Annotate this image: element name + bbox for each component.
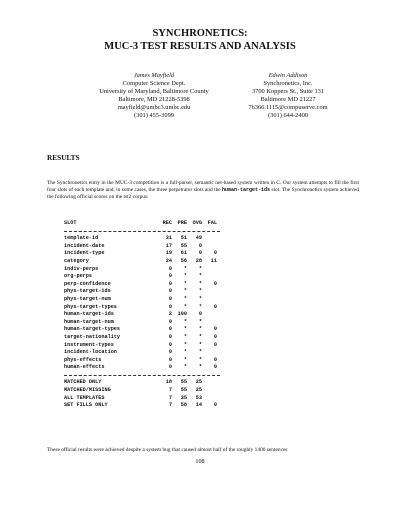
cell-rec: 0: [168, 341, 172, 348]
cell-slot: phys-target-num: [64, 295, 111, 302]
cell-slot: human-target-ids: [64, 311, 114, 318]
table-row: [64, 303, 217, 312]
table-row: [64, 235, 202, 243]
cell-ovg: 25: [195, 387, 202, 394]
cell-rec: 0: [168, 318, 172, 325]
cell-slot: ALL TEMPLATES: [64, 394, 105, 401]
table-summary: [64, 379, 217, 409]
paper-title-line-2: MUC-3 TEST RESULTS AND ANALYSIS: [104, 41, 296, 52]
cell-ovg: *: [198, 280, 202, 287]
summary-row: [64, 394, 202, 403]
author-name: Edwin Addison: [268, 72, 308, 79]
table-body: [64, 235, 217, 372]
cell-pre: *: [183, 295, 187, 302]
table-header-row: [64, 220, 217, 228]
cell-ovg: *: [198, 303, 202, 310]
summary-row: [64, 387, 202, 395]
cell-rec: 0: [168, 280, 172, 287]
cell-pre: *: [183, 280, 187, 287]
cell-rec: 17: [165, 242, 172, 249]
table-rule: [64, 372, 76, 380]
cell-rec: 0: [168, 326, 172, 333]
cell-fal: 11: [210, 257, 217, 264]
table-row: [64, 288, 202, 296]
cell-rec: 31: [165, 235, 172, 242]
paragraph-text: The Synchronetics entry in the MUC-3 competition is a full-parser, semantic net-based system written in C. Our system attempts to fill the first four slots of each template and, in some cases, the three perpetrator slots and the: [47, 180, 359, 193]
cell-fal: 0: [213, 303, 217, 310]
cell-ovg: 28: [195, 257, 202, 264]
cell-slot: SET FILLS ONLY: [64, 402, 108, 409]
cell-ovg: *: [198, 333, 202, 340]
table-row: [64, 242, 202, 251]
cell-pre: 55: [180, 379, 187, 386]
paper-title-line-1: SYNCHRONETICS:: [152, 28, 248, 39]
cell-pre: 61: [180, 250, 187, 257]
cell-slot: human-target-types: [64, 326, 121, 333]
cell-fal: 0: [213, 280, 217, 287]
cell-ovg: *: [198, 364, 202, 371]
cell-pre: *: [183, 333, 187, 340]
cell-ovg: 14: [195, 402, 202, 409]
author-email: 76366.1115@compuserve.com: [248, 104, 328, 112]
cell-ovg: *: [198, 295, 202, 302]
cell-fal: 0: [213, 250, 217, 257]
cell-ovg: *: [198, 349, 202, 356]
cell-slot: incident-location: [64, 349, 117, 356]
cell-ovg: *: [198, 318, 202, 325]
cell-slot: incident-date: [64, 242, 105, 249]
page-number: 108: [195, 458, 205, 465]
author-name: James Mayfield: [133, 72, 175, 79]
table-row: [64, 318, 202, 327]
author-affiliation: Synchronetics, Inc.: [263, 80, 313, 88]
inline-code: human-target-ids: [222, 186, 271, 193]
cell-fal: 0: [213, 356, 217, 363]
cell-ovg: *: [198, 326, 202, 333]
author-address: 3700 Koppers St., Suite 131: [251, 88, 325, 96]
cell-rec: 24: [165, 257, 172, 264]
table-row: [64, 356, 217, 365]
author-affiliation: Computer Science Dept.: [122, 80, 186, 88]
cell-rec: 0: [168, 273, 172, 280]
cell-pre: *: [183, 273, 187, 280]
author-block-left: [92, 72, 216, 121]
cell-slot: MATCHED ONLY: [64, 379, 102, 386]
cell-pre: *: [183, 364, 187, 371]
table-row: [64, 295, 202, 304]
cell-pre: 55: [180, 242, 187, 249]
cell-pre: 51: [180, 235, 187, 242]
cell-rec: 0: [168, 356, 172, 363]
cell-rec: 19: [165, 250, 172, 257]
author-phone: (301) 455-3099: [134, 112, 174, 120]
cell-slot: phys-target-types: [64, 303, 117, 310]
cell-ovg: *: [198, 273, 202, 280]
author-phone: (301) 644-2400: [268, 112, 308, 120]
results-paragraph: [47, 180, 359, 201]
author-block-right: [234, 72, 342, 121]
cell-ovg: 49: [195, 235, 202, 242]
author-institution: University of Maryland, Baltimore County: [99, 88, 209, 96]
cell-pre: 56: [180, 257, 187, 264]
cell-pre: *: [183, 356, 187, 363]
table-row: [64, 257, 217, 266]
paragraph-text: slot. The Synchronetics system achieved the following official scores on the tst2 corpus:: [47, 186, 359, 200]
cell-slot: template-id: [64, 235, 99, 242]
cell-ovg: *: [198, 265, 202, 272]
table-row: [64, 311, 202, 319]
cell-rec: 0: [168, 295, 172, 302]
cell-slot: human-target-num: [64, 318, 114, 325]
cell-slot: MATCHED/MISSING: [64, 387, 111, 394]
cell-pre: 55: [180, 387, 187, 394]
cell-pre: *: [183, 288, 187, 295]
cell-rec: 2: [168, 311, 172, 318]
cell-fal: 0: [213, 341, 217, 348]
cell-pre: *: [183, 349, 187, 356]
table-row: [64, 273, 202, 281]
cell-pre: 35: [180, 394, 187, 401]
header-ovg: OVG: [192, 220, 202, 226]
cell-pre: 58: [180, 402, 187, 409]
author-address: Baltimore, MD 21228-5398: [118, 96, 190, 104]
cell-ovg: 0: [198, 250, 202, 257]
cell-rec: 7: [168, 394, 172, 401]
table-row: [64, 265, 202, 274]
cell-slot: target-nationality: [64, 333, 121, 340]
cell-rec: 18: [165, 379, 172, 386]
section-heading: RESULTS: [47, 153, 80, 162]
cell-ovg: *: [198, 288, 202, 295]
cell-pre: *: [183, 318, 187, 325]
cell-slot: instrument-types: [64, 341, 114, 348]
header-rec: REC: [162, 220, 172, 226]
cell-fal: 0: [213, 402, 217, 409]
author-email: mayfield@umbc3.umbc.edu: [117, 104, 191, 112]
cell-fal: 0: [213, 333, 217, 340]
cell-pre: *: [183, 326, 187, 333]
cell-slot: category: [64, 257, 89, 264]
table-row: [64, 341, 217, 350]
table-row: [64, 333, 217, 342]
header-slot: SLOT: [64, 220, 77, 226]
cell-ovg: *: [198, 341, 202, 348]
cell-fal: 0: [213, 364, 217, 371]
cell-pre: *: [183, 341, 187, 348]
table-row: [64, 250, 217, 258]
author-city: Baltimore MD 21227: [260, 96, 316, 104]
cell-pre: 100: [177, 311, 187, 318]
cell-slot: phys-effects: [64, 356, 102, 363]
table-row: [64, 364, 217, 372]
cell-slot: phys-target-ids: [64, 288, 111, 295]
cell-ovg: 0: [198, 311, 202, 318]
table-row: [64, 280, 217, 289]
summary-row: [64, 402, 217, 410]
cell-rec: 7: [168, 402, 172, 409]
cell-rec: 0: [168, 364, 172, 371]
table-row: [64, 326, 217, 334]
table-row: [64, 349, 202, 357]
cell-slot: incident-type: [64, 250, 105, 257]
summary-row: [64, 379, 202, 387]
cell-slot: perp-confidence: [64, 280, 111, 287]
cell-rec: 0: [168, 333, 172, 340]
closing-paragraph: These official results were achieved despite a system bug that caused almost half of the roughly 1400 sentences: [47, 447, 288, 453]
table-rule: [64, 228, 76, 236]
header-pre: PRE: [177, 220, 187, 226]
cell-ovg: *: [198, 356, 202, 363]
cell-ovg: 25: [195, 379, 202, 386]
cell-rec: 7: [168, 387, 172, 394]
cell-slot: indiv-perps: [64, 265, 99, 272]
cell-fal: 0: [213, 326, 217, 333]
cell-rec: 0: [168, 288, 172, 295]
cell-ovg: 53: [195, 394, 202, 401]
cell-slot: human-effects: [64, 364, 105, 371]
header-fal: FAL: [207, 220, 217, 226]
cell-pre: *: [183, 265, 187, 272]
cell-rec: 0: [168, 303, 172, 310]
cell-pre: *: [183, 303, 187, 310]
cell-ovg: 0: [198, 242, 202, 249]
cell-rec: 0: [168, 349, 172, 356]
cell-rec: 0: [168, 265, 172, 272]
cell-slot: org-perps: [64, 273, 93, 280]
scores-table: [64, 220, 217, 410]
